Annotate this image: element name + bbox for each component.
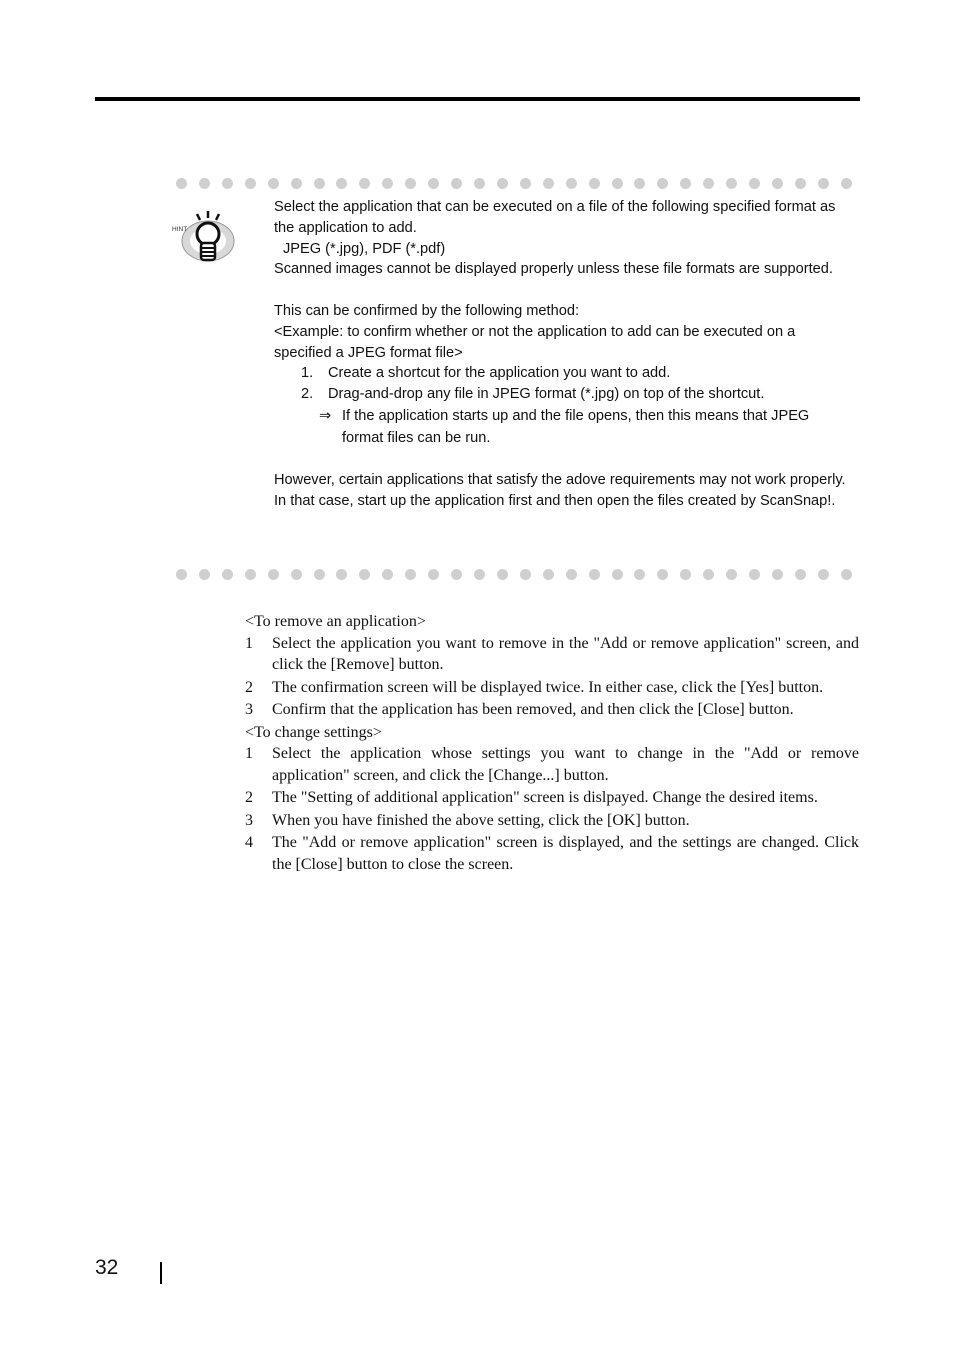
- border-dot: [268, 569, 279, 580]
- remove-step: [245, 633, 859, 676]
- change-step: [245, 787, 859, 809]
- step-text: The confirmation screen will be displayed twice. In either case, click the [Yes] button.: [272, 678, 824, 696]
- border-dot: [795, 569, 806, 580]
- implies-arrow-icon: ⇒: [319, 407, 332, 424]
- remove-step: [245, 699, 859, 721]
- hint-step-number: 2.: [301, 386, 314, 403]
- border-dot: [703, 178, 714, 189]
- border-dot: [222, 569, 233, 580]
- remove-step: [245, 677, 859, 699]
- border-dot: [314, 569, 325, 580]
- hint-method: This can be confirmed by the following method:: [274, 302, 580, 319]
- border-dot: [543, 178, 554, 189]
- border-dot: [589, 178, 600, 189]
- border-dot: [818, 178, 829, 189]
- hint-step: [274, 384, 846, 405]
- step-number: 2: [245, 789, 253, 806]
- border-dot: [291, 569, 302, 580]
- hint-intro: Select the application that can be executed on a file of the following specified format as the application to add.: [274, 199, 836, 236]
- border-dot: [359, 178, 370, 189]
- step-number: 3: [245, 811, 253, 829]
- step-number: 1: [245, 745, 253, 762]
- border-dot: [657, 569, 668, 580]
- border-dot: [566, 569, 577, 580]
- border-dot: [680, 178, 691, 189]
- border-dot: [795, 178, 806, 189]
- border-dot: [520, 178, 531, 189]
- border-dot: [497, 569, 508, 580]
- border-dot: [749, 178, 760, 189]
- border-dot: [428, 178, 439, 189]
- step-text: The "Setting of additional application" screen is dislpayed. Change the desired items.: [272, 789, 818, 806]
- step-number: 2: [245, 678, 253, 696]
- hint-result-text: If the application starts up and the file opens, then this means that JPEG format files can be run.: [342, 407, 810, 446]
- border-dot: [520, 569, 531, 580]
- change-step: [245, 743, 859, 786]
- border-dot: [428, 569, 439, 580]
- border-dot: [703, 569, 714, 580]
- remove-heading: <To remove an application>: [245, 613, 426, 630]
- border-dot: [634, 569, 645, 580]
- border-dot: [336, 569, 347, 580]
- border-dot: [405, 178, 416, 189]
- instructions: [245, 611, 859, 876]
- hint-bottom-dotted-border: [176, 568, 852, 580]
- border-dot: [497, 178, 508, 189]
- border-dot: [772, 569, 783, 580]
- border-dot: [589, 569, 600, 580]
- border-dot: [680, 569, 691, 580]
- border-dot: [222, 178, 233, 189]
- hint-top-dotted-border: [176, 177, 852, 189]
- border-dot: [543, 569, 554, 580]
- border-dot: [474, 569, 485, 580]
- border-dot: [245, 569, 256, 580]
- border-dot: [841, 569, 852, 580]
- hint-note: However, certain applications that satisfy the adove requirements may not work properly. In that case, start up the application first and then open the files created by ScanSnap!.: [274, 471, 846, 509]
- border-dot: [451, 569, 462, 580]
- border-dot: [726, 569, 737, 580]
- border-dot: [566, 178, 577, 189]
- hint-box: [274, 197, 846, 511]
- hint-example: <Example: to confirm whether or not the application to add can be executed on a specified a JPEG format file>: [274, 323, 796, 361]
- border-dot: [818, 569, 829, 580]
- border-dot: [749, 569, 760, 580]
- page-number-bar: [160, 1262, 162, 1284]
- border-dot: [612, 178, 623, 189]
- border-dot: [359, 569, 370, 580]
- border-dot: [314, 178, 325, 189]
- border-dot: [382, 178, 393, 189]
- hint-steps: [274, 363, 846, 405]
- hint-step-text: Drag-and-drop any file in JPEG format (*.jpg) on top of the shortcut.: [328, 386, 765, 403]
- header-rule: [95, 97, 860, 101]
- border-dot: [199, 569, 210, 580]
- border-dot: [841, 178, 852, 189]
- step-number: 4: [245, 834, 253, 851]
- step-text: When you have finished the above setting, click the [OK] button.: [272, 811, 690, 829]
- change-heading: <To change settings>: [245, 723, 382, 741]
- border-dot: [451, 178, 462, 189]
- border-dot: [245, 178, 256, 189]
- border-dot: [772, 178, 783, 189]
- border-dot: [336, 178, 347, 189]
- hint-warning: Scanned images cannot be displayed properly unless these file formats are supported.: [274, 261, 833, 278]
- step-number: 3: [245, 701, 253, 718]
- border-dot: [291, 178, 302, 189]
- border-dot: [382, 569, 393, 580]
- border-dot: [268, 178, 279, 189]
- border-dot: [405, 569, 416, 580]
- step-text: Select the application whose settings you want to change in the "Add or remove application" screen, and click the [Change...] button.: [272, 745, 859, 784]
- border-dot: [612, 569, 623, 580]
- border-dot: [474, 178, 485, 189]
- hint-step-text: Create a shortcut for the application you want to add.: [328, 365, 671, 382]
- border-dot: [176, 178, 187, 189]
- hint-icon-label: HINT: [172, 226, 188, 233]
- border-dot: [634, 178, 645, 189]
- hint-step: [274, 363, 846, 384]
- hint-result: [274, 405, 846, 449]
- step-text: Select the application you want to remove in the "Add or remove application" screen, and click the [Remove] button.: [272, 634, 859, 673]
- change-step: [245, 810, 859, 832]
- change-step: [245, 832, 859, 875]
- page-number: 32: [95, 1256, 119, 1279]
- step-text: Confirm that the application has been removed, and then click the [Close] button.: [272, 701, 794, 718]
- border-dot: [199, 178, 210, 189]
- hint-step-number: 1.: [301, 365, 314, 382]
- hint-formats: JPEG (*.jpg), PDF (*.pdf): [283, 240, 446, 257]
- border-dot: [176, 569, 187, 580]
- step-number: 1: [245, 634, 253, 652]
- border-dot: [726, 178, 737, 189]
- hint-lightbulb-icon: [170, 207, 240, 269]
- step-text: The "Add or remove application" screen is displayed, and the settings are changed. Click the [Close] button to close the screen.: [272, 834, 859, 873]
- border-dot: [657, 178, 668, 189]
